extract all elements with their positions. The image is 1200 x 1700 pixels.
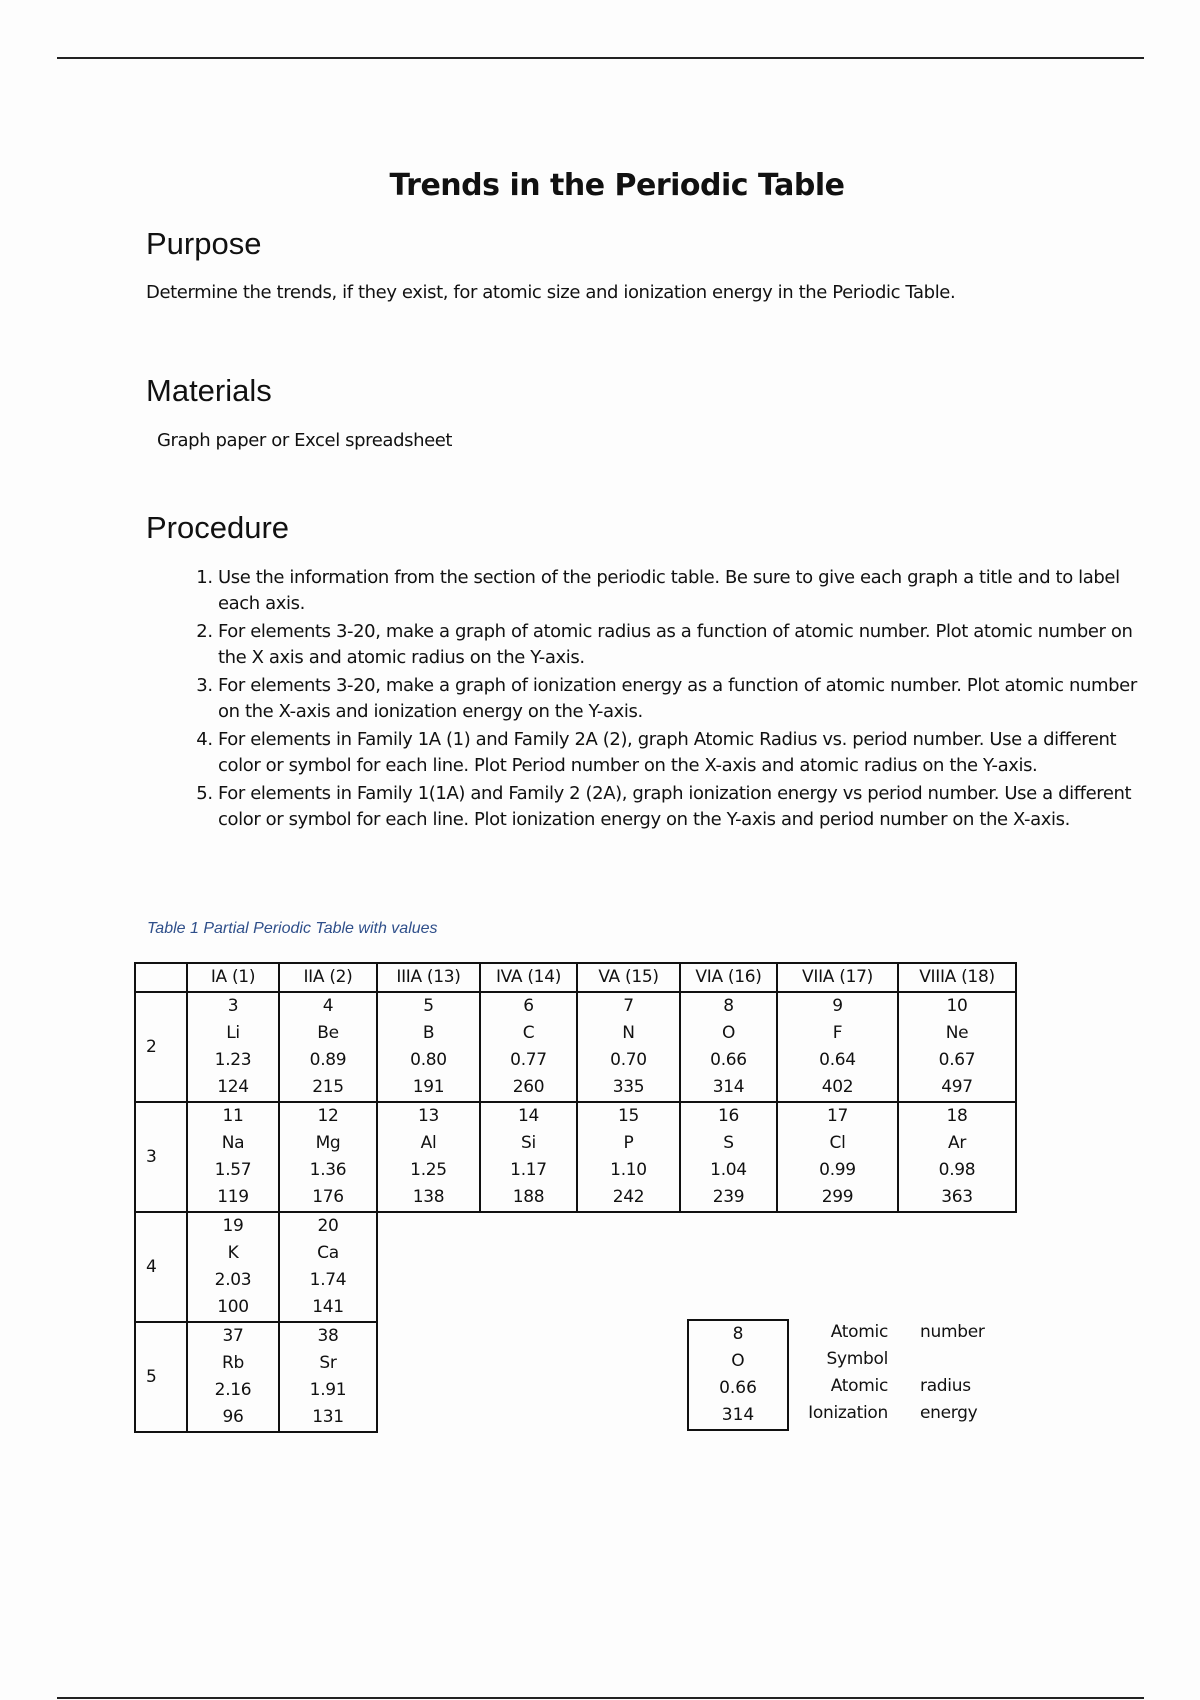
element-value: C — [480, 1020, 577, 1047]
purpose-text: Determine the trends, if they exist, for atomic size and ionization energy in the Periodic Table. — [146, 282, 956, 303]
legend-row — [808, 1400, 998, 1427]
table-row — [135, 1102, 1016, 1130]
group-header: VA (15) — [577, 963, 680, 992]
table-row — [135, 1020, 1016, 1047]
table-corner-cell — [135, 963, 187, 992]
period-number: 5 — [135, 1322, 187, 1432]
empty-cell — [577, 1404, 680, 1432]
materials-heading: Materials — [146, 373, 272, 408]
element-value: 1.57 — [187, 1157, 279, 1184]
empty-cell — [480, 1377, 577, 1404]
element-value: 10 — [898, 992, 1016, 1020]
element-value: Ar — [898, 1130, 1016, 1157]
element-value: Ne — [898, 1020, 1016, 1047]
element-value: Na — [187, 1130, 279, 1157]
empty-cell — [377, 1240, 480, 1267]
period-number: 2 — [135, 992, 187, 1102]
group-header: IA (1) — [187, 963, 279, 992]
element-value: 1.36 — [279, 1157, 377, 1184]
period-number: 3 — [135, 1102, 187, 1212]
element-value: 0.99 — [777, 1157, 898, 1184]
element-value: 0.70 — [577, 1047, 680, 1074]
element-value: 215 — [279, 1074, 377, 1102]
element-value: B — [377, 1020, 480, 1047]
key-atomic-number: 8 — [732, 1324, 744, 1344]
empty-cell — [577, 1212, 680, 1240]
table-row — [135, 1074, 1016, 1102]
empty-cell — [777, 1212, 898, 1240]
element-value: 9 — [777, 992, 898, 1020]
element-value: 0.77 — [480, 1047, 577, 1074]
element-value: 131 — [279, 1404, 377, 1432]
element-value: Be — [279, 1020, 377, 1047]
element-value: Ca — [279, 1240, 377, 1267]
table-row — [135, 1294, 1016, 1322]
element-value: Rb — [187, 1350, 279, 1377]
empty-cell — [577, 1322, 680, 1350]
element-value: 0.67 — [898, 1047, 1016, 1074]
element-value: 5 — [377, 992, 480, 1020]
empty-cell — [377, 1377, 480, 1404]
element-value: 497 — [898, 1074, 1016, 1102]
element-value: 1.74 — [279, 1267, 377, 1294]
legend-label-a: Atomic — [830, 1322, 888, 1342]
table-row — [135, 1240, 1016, 1267]
element-value: 96 — [187, 1404, 279, 1432]
element-value: 1.23 — [187, 1047, 279, 1074]
procedure-heading: Procedure — [146, 510, 290, 545]
materials-text: Graph paper or Excel spreadsheet — [157, 430, 453, 451]
element-value: 13 — [377, 1102, 480, 1130]
legend-label-b: radius — [920, 1376, 971, 1396]
procedure-step: 2. For elements 3-20, make a graph of atomic radius as a function of atomic number. Plot atomic number on the X axis and atomic radius on the Y-axis. — [218, 619, 1158, 671]
element-value: 4 — [279, 992, 377, 1020]
element-value: Al — [377, 1130, 480, 1157]
element-value: 19 — [187, 1212, 279, 1240]
legend-row — [808, 1346, 998, 1373]
element-value: 1.17 — [480, 1157, 577, 1184]
element-value: 188 — [480, 1184, 577, 1212]
element-value: S — [680, 1130, 777, 1157]
group-header: VIIA (17) — [777, 963, 898, 992]
empty-cell — [480, 1322, 577, 1350]
element-value: 20 — [279, 1212, 377, 1240]
empty-cell — [680, 1294, 777, 1322]
element-value: 1.10 — [577, 1157, 680, 1184]
element-value: 363 — [898, 1184, 1016, 1212]
element-value: 0.89 — [279, 1047, 377, 1074]
empty-cell — [377, 1212, 480, 1240]
element-value: 100 — [187, 1294, 279, 1322]
element-value: 7 — [577, 992, 680, 1020]
table-row — [135, 1184, 1016, 1212]
empty-cell — [480, 1240, 577, 1267]
empty-cell — [377, 1267, 480, 1294]
key-atomic-radius: 0.66 — [719, 1378, 757, 1398]
table-header-row — [135, 963, 1016, 992]
empty-cell — [377, 1322, 480, 1350]
element-value: P — [577, 1130, 680, 1157]
procedure-step: 5. For elements in Family 1(1A) and Family 2 (2A), graph ionization energy vs period number. Use a different color or symbol for each line. Plot ionization energy on the Y-axis and period number on the X-axis. — [218, 781, 1158, 833]
procedure-step: 3. For elements 3-20, make a graph of ionization energy as a function of atomic number. Plot atomic number on the X-axis and ionization energy on the Y-axis. — [218, 673, 1158, 725]
element-value: F — [777, 1020, 898, 1047]
element-value: Sr — [279, 1350, 377, 1377]
element-value: 191 — [377, 1074, 480, 1102]
key-symbol: O — [731, 1351, 745, 1371]
element-value: 402 — [777, 1074, 898, 1102]
legend-row — [808, 1319, 998, 1346]
element-value: 141 — [279, 1294, 377, 1322]
element-value: 38 — [279, 1322, 377, 1350]
table-caption: Table 1 Partial Periodic Table with values — [147, 920, 438, 937]
empty-cell — [577, 1267, 680, 1294]
empty-cell — [480, 1267, 577, 1294]
empty-cell — [898, 1267, 1016, 1294]
element-value: Si — [480, 1130, 577, 1157]
element-value: 176 — [279, 1184, 377, 1212]
element-value: 2.16 — [187, 1377, 279, 1404]
element-value: 1.04 — [680, 1157, 777, 1184]
empty-cell — [480, 1294, 577, 1322]
element-value: 11 — [187, 1102, 279, 1130]
legend-label-a: Ionization — [808, 1403, 888, 1423]
group-header: IVA (14) — [480, 963, 577, 992]
empty-cell — [777, 1267, 898, 1294]
group-header: VIIIA (18) — [898, 963, 1016, 992]
element-value: 242 — [577, 1184, 680, 1212]
empty-cell — [680, 1240, 777, 1267]
table-row — [135, 992, 1016, 1020]
legend-label-a: Symbol — [826, 1349, 888, 1369]
element-value: Cl — [777, 1130, 898, 1157]
element-value: 124 — [187, 1074, 279, 1102]
element-value: 8 — [680, 992, 777, 1020]
element-value: 1.91 — [279, 1377, 377, 1404]
element-value: 18 — [898, 1102, 1016, 1130]
table-row — [135, 1130, 1016, 1157]
procedure-step: 1. Use the information from the section of the periodic table. Be sure to give each graph a title and to label each axis. — [218, 565, 1158, 617]
empty-cell — [480, 1212, 577, 1240]
table-row — [135, 1212, 1016, 1240]
empty-cell — [577, 1377, 680, 1404]
procedure-list — [146, 565, 1158, 835]
empty-cell — [898, 1294, 1016, 1322]
element-value: 14 — [480, 1102, 577, 1130]
element-value: 335 — [577, 1074, 680, 1102]
element-key-box — [687, 1319, 789, 1431]
empty-cell — [680, 1212, 777, 1240]
table-row — [135, 1267, 1016, 1294]
element-value: 16 — [680, 1102, 777, 1130]
table-row — [135, 1047, 1016, 1074]
empty-cell — [577, 1350, 680, 1377]
element-value: 239 — [680, 1184, 777, 1212]
element-value: 138 — [377, 1184, 480, 1212]
key-ionization-energy: 314 — [721, 1405, 755, 1425]
table-row — [135, 1157, 1016, 1184]
element-value: 12 — [279, 1102, 377, 1130]
empty-cell — [898, 1212, 1016, 1240]
procedure-step: 4. For elements in Family 1A (1) and Family 2A (2), graph Atomic Radius vs. period number. Use a different color or symbol for each line. Plot Period number on the X-axis and atomic radius on the Y-axis. — [218, 727, 1158, 779]
element-value: 6 — [480, 992, 577, 1020]
page-title: Trends in the Periodic Table — [389, 168, 845, 204]
header-rule — [57, 57, 1144, 59]
group-header: IIIA (13) — [377, 963, 480, 992]
element-value: 2.03 — [187, 1267, 279, 1294]
element-value: 17 — [777, 1102, 898, 1130]
empty-cell — [777, 1240, 898, 1267]
legend-label-b: number — [920, 1322, 985, 1342]
footer-rule — [57, 1697, 1144, 1699]
empty-cell — [777, 1294, 898, 1322]
empty-cell — [480, 1404, 577, 1432]
element-value: 1.25 — [377, 1157, 480, 1184]
element-value: 299 — [777, 1184, 898, 1212]
element-value: 0.66 — [680, 1047, 777, 1074]
element-value: Mg — [279, 1130, 377, 1157]
element-value: 260 — [480, 1074, 577, 1102]
element-value: 0.64 — [777, 1047, 898, 1074]
element-value: 0.98 — [898, 1157, 1016, 1184]
empty-cell — [377, 1294, 480, 1322]
group-header: VIA (16) — [680, 963, 777, 992]
element-value: 15 — [577, 1102, 680, 1130]
group-header: IIA (2) — [279, 963, 377, 992]
element-value: K — [187, 1240, 279, 1267]
element-value: 37 — [187, 1322, 279, 1350]
empty-cell — [898, 1240, 1016, 1267]
empty-cell — [377, 1350, 480, 1377]
key-legend — [808, 1319, 998, 1427]
element-value: O — [680, 1020, 777, 1047]
legend-label-a: Atomic — [830, 1376, 888, 1396]
empty-cell — [680, 1267, 777, 1294]
legend-row — [808, 1373, 998, 1400]
purpose-heading: Purpose — [146, 226, 262, 261]
element-value: 314 — [680, 1074, 777, 1102]
period-number: 4 — [135, 1212, 187, 1322]
empty-cell — [377, 1404, 480, 1432]
empty-cell — [480, 1350, 577, 1377]
element-value: N — [577, 1020, 680, 1047]
element-value: 3 — [187, 992, 279, 1020]
empty-cell — [577, 1240, 680, 1267]
element-value: 119 — [187, 1184, 279, 1212]
element-value: Li — [187, 1020, 279, 1047]
legend-label-b: energy — [920, 1403, 978, 1423]
element-value: 0.80 — [377, 1047, 480, 1074]
empty-cell — [577, 1294, 680, 1322]
